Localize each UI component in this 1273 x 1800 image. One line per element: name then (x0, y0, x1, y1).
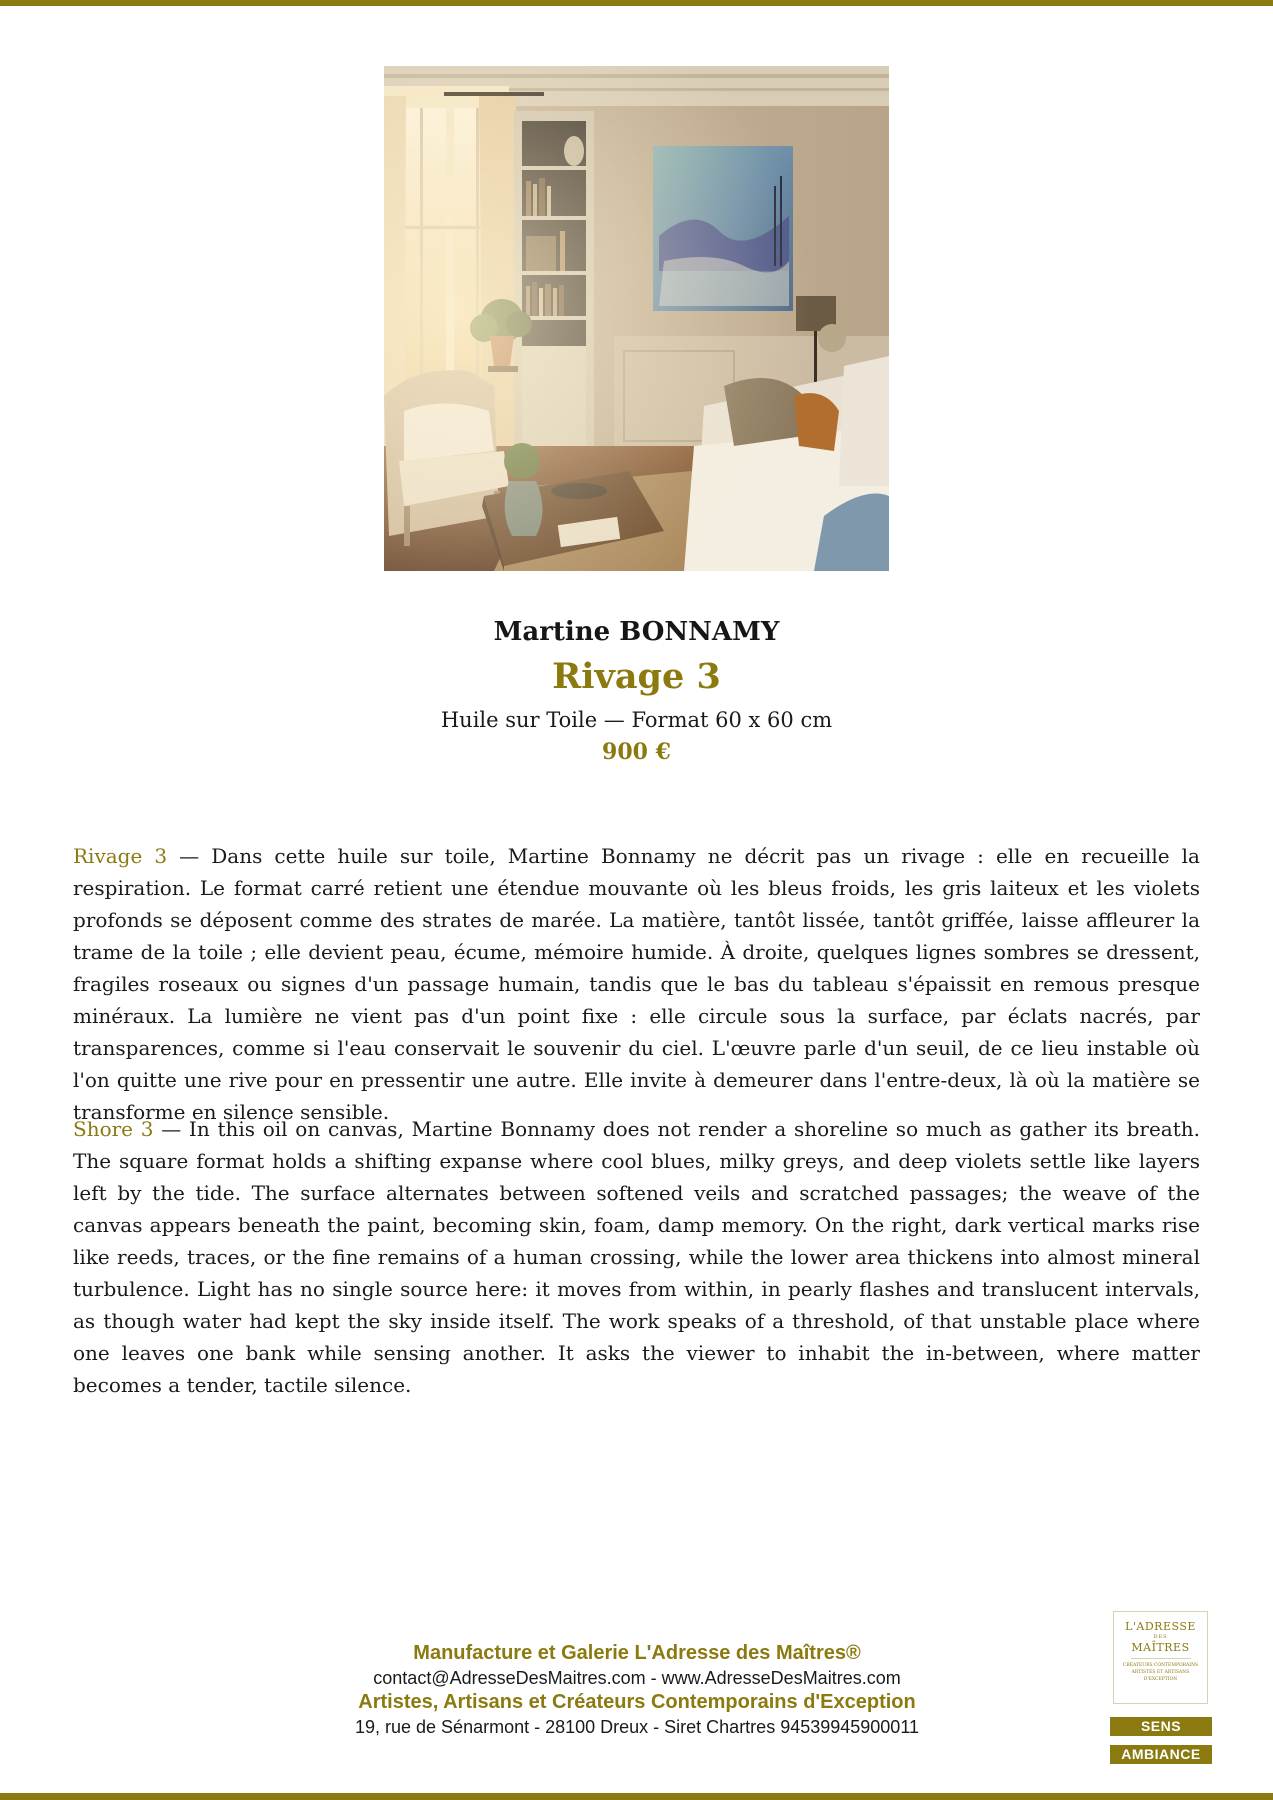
description-en-text: — In this oil on canvas, Martine Bonnamy does not render a shoreline so much as gather its breath. The square format holds a shifting expanse where cool blues, milky greys, and deep violets settle like layers left by the tide. The surface alternates between softened veils and scratched passages; the weave of the canvas appears beneath the paint, becoming skin, foam, damp memory. On the right, dark vertical marks rise like reeds, traces, or the fine remains of a human crossing, while the lower area thickens into almost mineral turbulence. Light has no single source here: it moves from within, in pearly flashes and translucent intervals, as though water had kept the sky inside itself. The work speaks of a threshold, of that unstable place where one leaves one bank while sensing another. It asks the viewer to inhabit the in-between, where matter becomes a tender, tactile silence. (73, 1117, 1200, 1397)
description-fr-lead: Rivage 3 (73, 844, 168, 868)
footer-contact: contact@AdresseDesMaitres.com - www.AdresseDesMaitres.com (373, 1668, 901, 1688)
logo-line-1: L'ADRESSE (1125, 1620, 1196, 1633)
tag-sens: SENS (1110, 1717, 1212, 1736)
artwork-title: Rivage 3 (552, 656, 721, 697)
footer-gallery-name: Manufacture et Galerie L'Adresse des Maîtres® (413, 1642, 861, 1664)
logo-line-3: MAÎTRES (1131, 1641, 1190, 1654)
artwork-medium: Huile sur Toile — Format 60 x 60 cm (440, 708, 833, 732)
artist-name: Martine BONNAMY (493, 617, 780, 647)
bottom-rule (0, 1793, 1273, 1800)
artwork-room-photo (384, 66, 889, 571)
artwork-price: 900 € (602, 739, 671, 765)
artwork-header (0, 612, 1273, 768)
top-rule (0, 0, 1273, 6)
description-fr (73, 840, 1200, 1128)
footer-tagline: Artistes, Artisans et Créateurs Contemporains d'Exception (358, 1691, 916, 1713)
description-fr-text: — Dans cette huile sur toile, Martine Bonnamy ne décrit pas un rivage : elle en recueille la respiration. Le format carré retient une étendue mouvante où les bleus froids, les gris laiteux et les violets profonds se déposent comme des strates de marée. La matière, tantôt lissée, tantôt griffée, laisse affleurer la trame de la toile ; elle devient peau, écume, mémoire humide. À droite, quelques lignes sombres se dressent, fragiles roseaux ou signes d'un passage humain, tandis que le bas du tableau s'épaissit en remous presque minéraux. La lumière ne vient pas d'un point fixe : elle circule sous la surface, par éclats nacrés, par transparences, comme si l'eau conservait le souvenir du ciel. L'œuvre parle d'un seuil, de ce lieu instable où l'on quitte une rive pour en pressentir une autre. Elle invite à demeurer dans l'entre-deux, là où la matière se transforme en silence sensible. (73, 844, 1200, 1124)
logo-divider (1131, 1658, 1191, 1659)
tag-ambiance: AMBIANCE (1110, 1745, 1212, 1764)
footer-address: 19, rue de Sénarmont - 28100 Dreux - Siret Chartres 94539945900011 (354, 1717, 920, 1737)
description-en (73, 1113, 1200, 1401)
logo-line-2: DES (1153, 1634, 1168, 1640)
description-en-lead: Shore 3 (73, 1117, 154, 1141)
footer (240, 1641, 1034, 1739)
gallery-logo (1113, 1611, 1208, 1704)
logo-line-4: CRÉATEURS CONTEMPORAINS ARTISTES ET ARTISANS D'EXCEPTION (1122, 1663, 1199, 1682)
